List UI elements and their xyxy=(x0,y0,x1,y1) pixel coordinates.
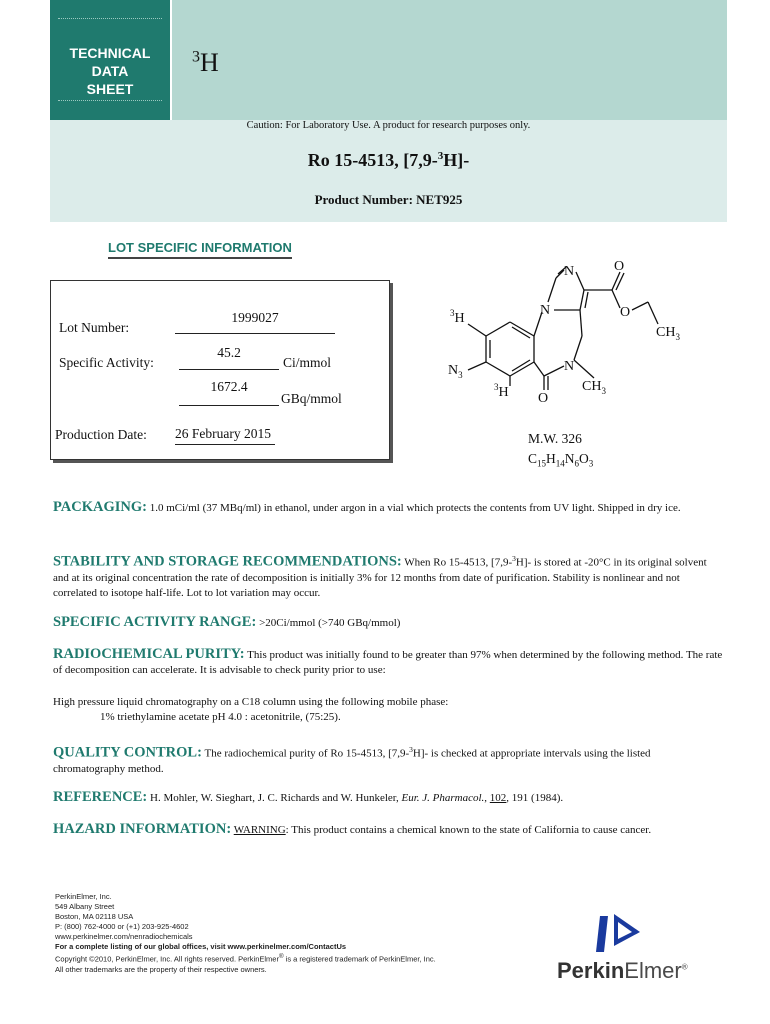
lot-number-label: Lot Number: xyxy=(59,320,130,335)
caution-text: Caution: For Laboratory Use. A product for research purposes only. xyxy=(246,120,531,131)
lot-number-value: 1999027 xyxy=(231,310,279,325)
molecular-formula: $C_{15}H_{14}N_6O_3$ xyxy=(528,451,594,469)
underline xyxy=(179,369,279,370)
atom-ch3-n: $CH_3$ xyxy=(582,379,606,396)
atom-3h-bottom: $^3$H xyxy=(494,382,509,400)
production-value: 26 February 2015 xyxy=(175,426,271,441)
sheet-title: TECHNICAL DATA SHEET xyxy=(69,45,151,97)
atom-3h-top: $^3$H xyxy=(450,308,465,326)
stability-section: STABILITY AND STORAGE RECOMMENDATIONS: When Ro 15-4513, [7,9-$^3$H]- is stored at -20°C in its original solvent and at its original concentration the rate of decomposition is initially 3% for 12 months from date of purification. Stability is nonlinear and not correlated to isotope half-life. Lot to lot variation may occur. xyxy=(53,553,707,599)
perkinelmer-logo-text: PerkinElmer® xyxy=(557,958,688,983)
atom-o-ester: O xyxy=(620,305,631,320)
header-dotted-line xyxy=(58,100,162,101)
footer-web-link[interactable]: www.perkinelmer.com/nenradiochemicals xyxy=(55,932,193,941)
activity-ci-unit: Ci/mmol xyxy=(283,355,332,370)
underline xyxy=(179,405,279,406)
product-name: Ro 15-4513, [7,9-$^3$H]- xyxy=(307,150,470,170)
atom-n-top: N xyxy=(564,264,575,279)
packaging-section: PACKAGING: 1.0 mCi/ml (37 MBq/ml) in ethanol, under argon in a vial which protects the contents from UV light. Shipped in dry ice. xyxy=(53,499,681,515)
chemical-structure xyxy=(430,250,730,420)
header-band xyxy=(172,0,727,120)
activity-gbq-unit: GBq/mmol xyxy=(281,391,342,406)
hplc-method: High pressure liquid chromatography on a C18 column using the following mobile phase: 1% triethylamine acetate pH 4.0 : acetonitrile, (75:25). xyxy=(53,696,449,723)
activity-range-section: SPECIFIC ACTIVITY RANGE: >20Ci/mmol (>740 GBq/mmol) xyxy=(53,614,401,630)
atom-n3: $N_3$ xyxy=(448,363,463,380)
underline xyxy=(175,333,335,334)
atom-n-methyl: N xyxy=(564,359,575,374)
molecular-weight: M.W. 326 $C_{15}H_{14}N_6O_3$ xyxy=(528,429,593,474)
atom-o-bottom: O xyxy=(538,391,549,406)
underline xyxy=(175,444,275,445)
lot-heading: LOT SPECIFIC INFORMATION xyxy=(108,240,292,259)
perkinelmer-logo-icon xyxy=(588,908,644,954)
header-title-block xyxy=(50,0,170,120)
footer-copyright: Copyright ©2010, PerkinElmer, Inc. All rights reserved. PerkinElmer® is a registered trademark of PerkinElmer, Inc. xyxy=(55,953,436,964)
atom-ch3-ester: $CH_3$ xyxy=(656,325,680,342)
lot-info-box xyxy=(50,280,390,460)
activity-label: Specific Activity: xyxy=(59,355,154,370)
atom-n-ring: N xyxy=(540,303,551,318)
purity-section: RADIOCHEMICAL PURITY: This product was initially found to be greater than 97% when determined by the following method. The rate of decomposition can accelerate. It is advisable to check purity prior to use: xyxy=(53,646,723,676)
quality-control-section: QUALITY CONTROL: The radiochemical purity of Ro 15-4513, [7,9-$^3$H]- is checked at appropriate intervals using the listed chromatography method. xyxy=(53,744,651,775)
footer-address: PerkinElmer, Inc. 549 Albany Street Boston, MA 02118 USA P: (800) 762-4000 or (+1) 203-925-4602 www.perkinelmer.com/nenradiochemicals For a complete listing of our global offices, visit www.perkinelmer.com/ContactUs Copyright ©2010, PerkinElmer, Inc. All rights reserved. PerkinElmer® is a registered trademark of PerkinElmer, Inc. All other trademarks are the property of their respective owners. xyxy=(55,892,436,974)
isotope-label: $^3$H xyxy=(192,48,219,77)
hazard-section: HAZARD INFORMATION: WARNING: This product contains a chemical known to the state of California to cause cancer. xyxy=(53,821,652,837)
reference-section: REFERENCE: H. Mohler, W. Sieghart, J. C. Richards and W. Hunkeler, Eur. J. Pharmacol., 102, 191 (1984). xyxy=(53,789,564,805)
product-number: Product Number: NET925 xyxy=(314,192,463,207)
activity-ci-value: 45.2 xyxy=(217,345,241,360)
atom-o-top: O xyxy=(614,259,625,274)
production-label: Production Date: xyxy=(55,427,147,442)
header-dotted-line xyxy=(58,18,162,19)
activity-gbq-value: 1672.4 xyxy=(210,379,248,394)
